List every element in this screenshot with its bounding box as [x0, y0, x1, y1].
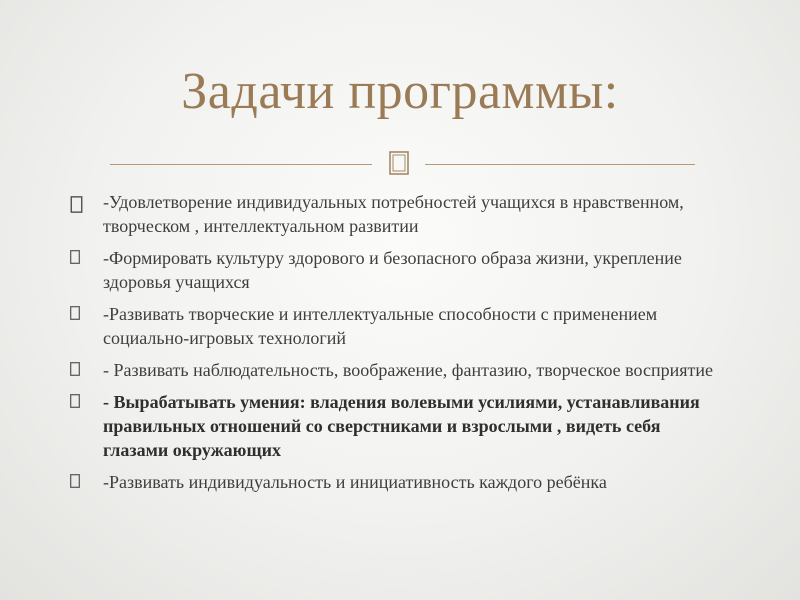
bullet-square-icon	[70, 306, 80, 320]
slide-title: Задачи программы:	[181, 63, 619, 120]
divider-line-left	[110, 164, 372, 165]
list-item-text: -Удовлетворение индивидуальных потребностей учащихся в нравственном, творческом , интеллектуальном развитии	[103, 192, 684, 236]
list-item	[70, 358, 730, 382]
task-list	[70, 190, 730, 502]
list-item	[70, 302, 730, 350]
divider-line-right	[425, 164, 695, 165]
list-item	[70, 246, 730, 294]
bullet-square-icon	[70, 250, 80, 264]
list-item	[70, 470, 730, 494]
list-item	[70, 190, 730, 238]
title-divider	[0, 148, 800, 178]
list-item-text: -Формировать культуру здорового и безопасного образа жизни, укрепление здоровья учащихся	[103, 248, 682, 292]
bullet-square-icon	[70, 474, 80, 488]
bullet-square-icon	[70, 394, 80, 408]
square-ornament-icon	[382, 148, 416, 178]
bullet-square-icon	[70, 362, 80, 376]
bullet-square-icon	[70, 196, 83, 213]
list-item-text: - Вырабатывать умения: владения волевыми усилиями, устанавливания правильных отношений со сверстниками и взрослыми , видеть себя глазами окружающих	[103, 392, 700, 460]
list-item-text: -Развивать творческие и интеллектуальные способности с применением социально-игровых технологий	[103, 304, 658, 348]
list-item-text: - Развивать наблюдательность, воображение, фантазию, творческое восприятие	[103, 360, 713, 380]
list-item	[70, 390, 730, 462]
list-item-text: -Развивать индивидуальность и инициативность каждого ребёнка	[103, 472, 607, 492]
